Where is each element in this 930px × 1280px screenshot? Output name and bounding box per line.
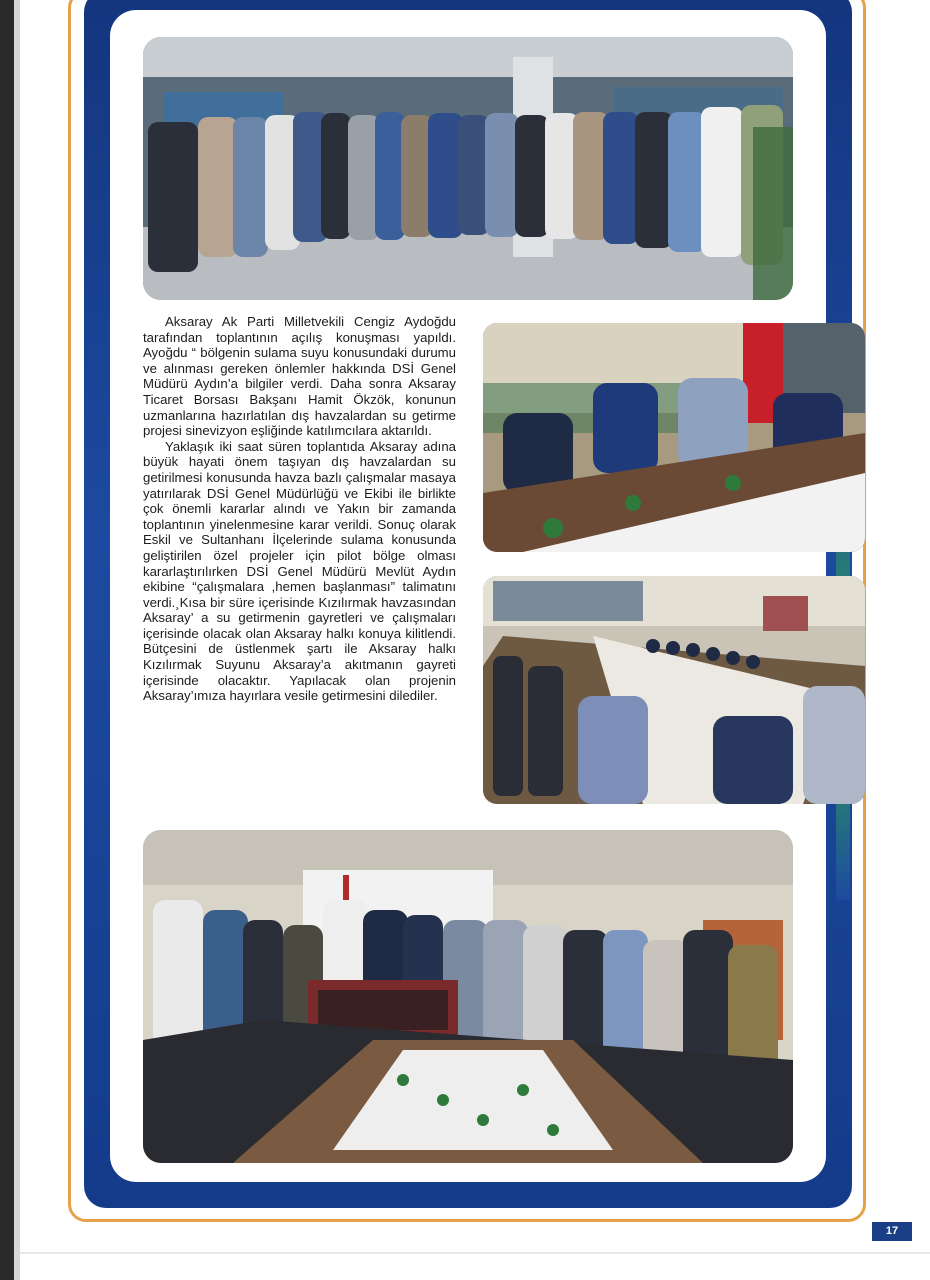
binding-shadow [14,0,20,1280]
group-photo-control-room [143,37,793,300]
article-body [143,314,456,704]
article-paragraph-2: Yaklaşık iki saat süren toplantıda Aksaray adına büyük hayati önem taşıyan dış havzalardan su getirilmesi konusunda havza bazlı çalışmalar masaya yatırılarak DSİ Genel Müdürlüğü ve Ekibi ile birlikte çok önemli kararlar alındı ve Yakın bir zamanda toplantının yinelenmesine karar verildi. Sonuç olarak Eskil ve Sultanhanı İlçelerinde sulama konusunda geliştirilen özel projeler için pilot bölge olması kararlaştırılırken DSİ Genel Müdürü Mevlüt Aydın ekibine “çalışmalara ,hemen başlanması” talimatını verdi.¸Kısa bir süre içerisinde Kızılırmak havzasından Aksaray’ a su getirmenin gayretleri ve çalışmaları içerisinde olacak olan Aksaray halkı konuya kilitlendi. Bütçesini de üstlenmek şartı ile Aksaray halkı Kızılırmak Suyunu Aksaray’a akıtmanın gayreti içerisinde olacaktır. Yapılacak olan projenin Aksaray’ımıza hayırlara vesile getirmesini dilediler. [143,438,456,704]
page-number-badge: 17 [872,1222,912,1241]
meeting-head-table-photo [483,323,865,552]
article-paragraph-1: Aksaray Ak Parti Milletvekili Cengiz Aydoğdu tarafından toplantının açılış konuşması yapıldı. Ayoğdu “ bölgenin sulama suyu konusundaki durumu ve alınması gereken önlemler hakkında DSİ Genel Müdürü Aydın’a bilgiler verdi. Daha sonra Aksaray Ticaret Borsası Bakşanı Hamit Ökzök, konunun uzmanlarına hazırlatılan dış havzalardan su getirme projesi sinevizyon eşliğinde katılımcılara aktarıldı. [143,314,456,439]
binding-edge [0,0,14,1280]
page-bottom-edge [20,1252,930,1254]
group-photo-carpet-gift [143,830,793,1163]
conference-table-photo [483,576,865,804]
